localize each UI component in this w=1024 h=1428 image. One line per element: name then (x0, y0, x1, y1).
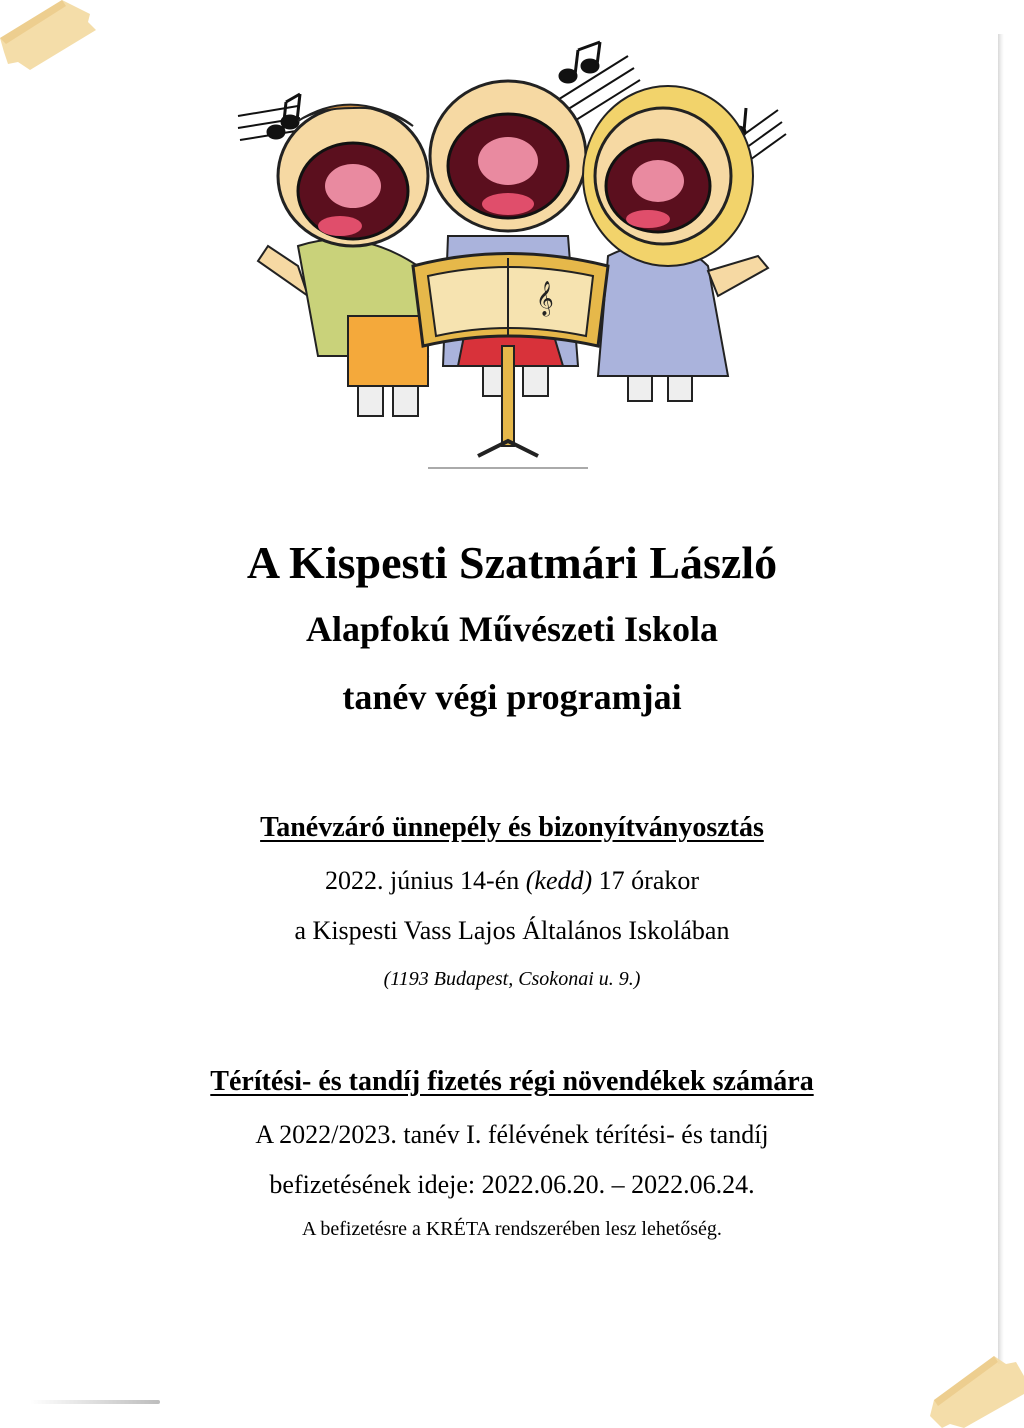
closing-ceremony-datetime (0, 866, 1024, 896)
closing-ceremony-address: (1193 Budapest, Csokonai u. 9.) (383, 968, 641, 990)
child-left-icon (258, 105, 428, 416)
fees-note: A befizetésre a KRÉTA rendszerében lesz lehetőség. (302, 1218, 722, 1240)
svg-text:𝄞: 𝄞 (536, 281, 554, 316)
program-subtitle: tanév végi programjai (342, 677, 682, 717)
fees-line-2: befizetésének ideje: 2022.06.20. – 2022.06.24. (269, 1170, 755, 1199)
school-name: Alapfokú Művészeti Iskola (305, 609, 719, 649)
page-edge-shadow-bottom (30, 1400, 160, 1404)
child-right-icon (583, 86, 768, 401)
tape-bottom-right-icon (924, 1350, 1024, 1428)
closing-ceremony-date: 2022. június 14-én (324, 866, 520, 895)
closing-ceremony-weekday: (kedd) (525, 866, 593, 895)
fees-line-1: A 2022/2023. tanév I. félévének térítési- és tandíj (255, 1120, 769, 1149)
tape-top-left-icon (0, 0, 100, 70)
singing-children-illustration (228, 36, 788, 476)
page-title: A Kispesti Szatmári László (246, 537, 778, 588)
closing-ceremony-heading: Tanévzáró ünnepély és bizonyítványosztás (260, 812, 764, 843)
closing-ceremony-time: 17 órakor (598, 866, 700, 895)
fees-heading: Térítési- és tandíj fizetés régi növendékek számára (210, 1066, 814, 1097)
closing-ceremony-venue: a Kispesti Vass Lajos Általános Iskolában (294, 916, 730, 945)
